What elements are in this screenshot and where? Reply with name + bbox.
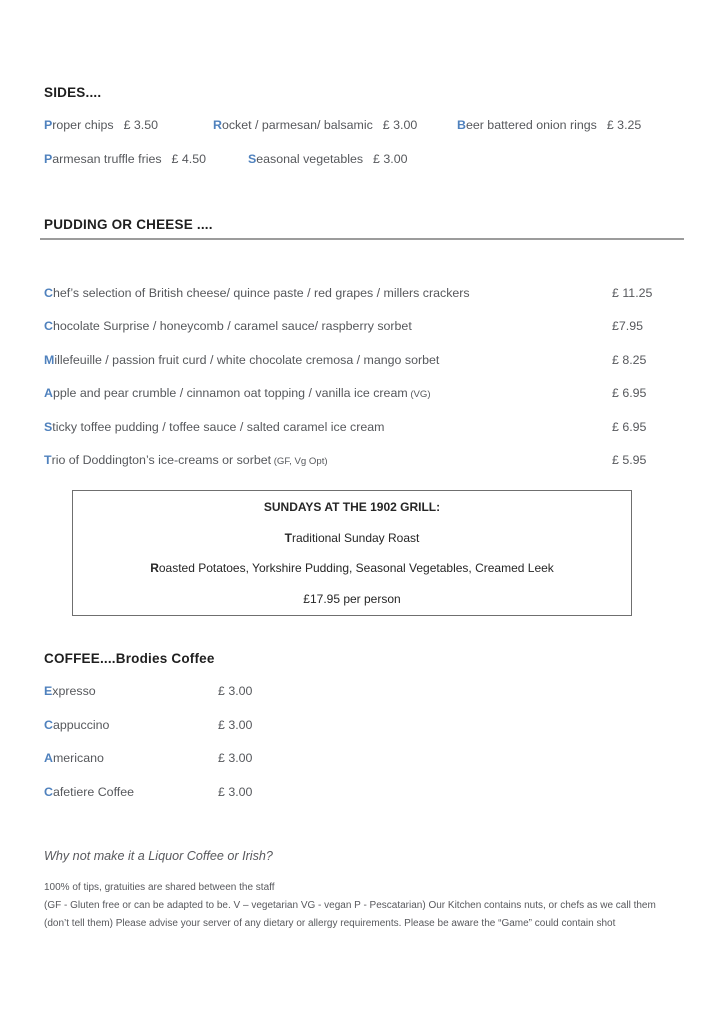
fineprint [44, 879, 676, 933]
sides-section [44, 85, 684, 185]
item-price: £ 5.95 [612, 452, 647, 467]
pudding-item [40, 286, 684, 319]
menu-item: Seasonal vegetables £ 3.00 [248, 151, 408, 166]
pudding-item [40, 386, 684, 419]
coffee-item [44, 684, 684, 718]
coffee-items [44, 684, 684, 818]
item-initial: R [213, 118, 222, 132]
coffee-item [44, 718, 684, 752]
coffee-item [44, 751, 684, 785]
pudding-item [40, 420, 684, 453]
menu-item: Proper chips £ 3.50 [44, 118, 159, 132]
item-initial: T [44, 452, 52, 467]
item-name: Apple and pear crumble / cinnamon oat topping / vanilla ice cream (VG) [44, 386, 431, 401]
sides-row [44, 152, 684, 186]
sides-title: SIDES.... [44, 85, 102, 100]
item-price: £ 3.00 [218, 717, 253, 732]
sunday-box-line: £17.95 per person [303, 592, 401, 606]
item-diet-note: (GF, Vg Opt) [271, 455, 328, 467]
item-price: £7.95 [612, 319, 644, 334]
item-diet-note: (VG) [407, 389, 431, 401]
sunday-box-title: SUNDAYS AT THE 1902 GRILL: [263, 500, 441, 514]
item-initial: P [44, 118, 53, 132]
item-initial: C [44, 784, 53, 799]
item-initial: M [44, 352, 55, 367]
item-price: £ 8.25 [612, 352, 647, 367]
item-price: £ 11.25 [612, 286, 653, 300]
item-price: £ 3.50 [123, 118, 159, 132]
item-initial: R [150, 561, 159, 575]
item-price: £ 3.00 [373, 151, 408, 166]
allergy-text: (GF - Gluten free or can be adapted to be. V – vegetarian VG - vegan P - Pescatarian) Our Kitchen contains nuts, or chefs as we call them (don’t tell them) Please advise your server of any dietary or allergy requirements. Please be aware the “Game” could contain shot [44, 900, 656, 929]
item-price: £ 3.00 [218, 784, 253, 799]
item-price: £ 3.25 [606, 118, 642, 132]
menu-item: Rocket / parmesan/ balsamic £ 3.00 [213, 118, 418, 132]
item-initial: C [44, 319, 53, 334]
coffee-title: COFFEE....Brodies Coffee [44, 651, 215, 666]
item-price: £ 4.50 [171, 151, 206, 166]
sides-row [44, 118, 684, 152]
sunday-roast-box [72, 490, 632, 616]
pudding-item [40, 319, 684, 352]
item-initial: S [44, 419, 53, 434]
item-name: Trio of Doddington’s ice-creams or sorbet (GF, Vg Opt) [44, 452, 328, 467]
pudding-item [40, 353, 684, 386]
sunday-box-line: Roasted Potatoes, Yorkshire Pudding, Seasonal Vegetables, Creamed Leek [150, 561, 554, 575]
item-price: £ 3.00 [218, 751, 253, 765]
sunday-box-lines [73, 531, 631, 606]
menu-item: Beer battered onion rings £ 3.25 [457, 118, 642, 132]
item-name: Expresso [44, 684, 96, 698]
item-name: Sticky toffee pudding / toffee sauce / salted caramel ice cream [44, 419, 385, 434]
item-name: Cafetiere Coffee [44, 784, 135, 799]
coffee-section [44, 651, 684, 818]
item-price: £ 3.00 [382, 118, 418, 132]
sides-rows [44, 118, 684, 185]
item-name: Cappuccino [44, 717, 110, 732]
pudding-section [40, 217, 684, 486]
item-name: Chocolate Surprise / honeycomb / caramel sauce/ raspberry sorbet [44, 319, 412, 334]
pudding-title: PUDDING OR CHEESE .... [40, 217, 684, 240]
item-initial: T [284, 531, 292, 545]
item-initial: S [248, 151, 257, 166]
item-name: Americano [44, 751, 104, 765]
sunday-box-line: Traditional Sunday Roast [284, 531, 420, 545]
item-initial: C [44, 286, 53, 300]
item-price: £ 6.95 [612, 386, 647, 401]
item-price: £ 3.00 [218, 684, 253, 698]
item-initial: C [44, 717, 53, 732]
item-initial: E [44, 684, 53, 698]
menu-item: Parmesan truffle fries £ 4.50 [44, 151, 206, 166]
item-initial: A [44, 386, 53, 401]
item-initial: B [457, 118, 466, 132]
coffee-item [44, 785, 684, 819]
tips-line: 100% of tips, gratuities are shared between the staff [44, 882, 275, 893]
item-name: Chef’s selection of British cheese/ quince paste / red grapes / millers crackers [44, 286, 470, 300]
pudding-items [40, 286, 684, 486]
item-initial: A [44, 751, 53, 765]
item-price: £ 6.95 [612, 419, 647, 434]
pudding-item [40, 453, 684, 486]
liquor-coffee-line: Why not make it a Liquor Coffee or Irish? [44, 849, 273, 863]
item-name: Millefeuille / passion fruit curd / white chocolate cremosa / mango sorbet [44, 352, 440, 367]
item-initial: P [44, 151, 53, 166]
